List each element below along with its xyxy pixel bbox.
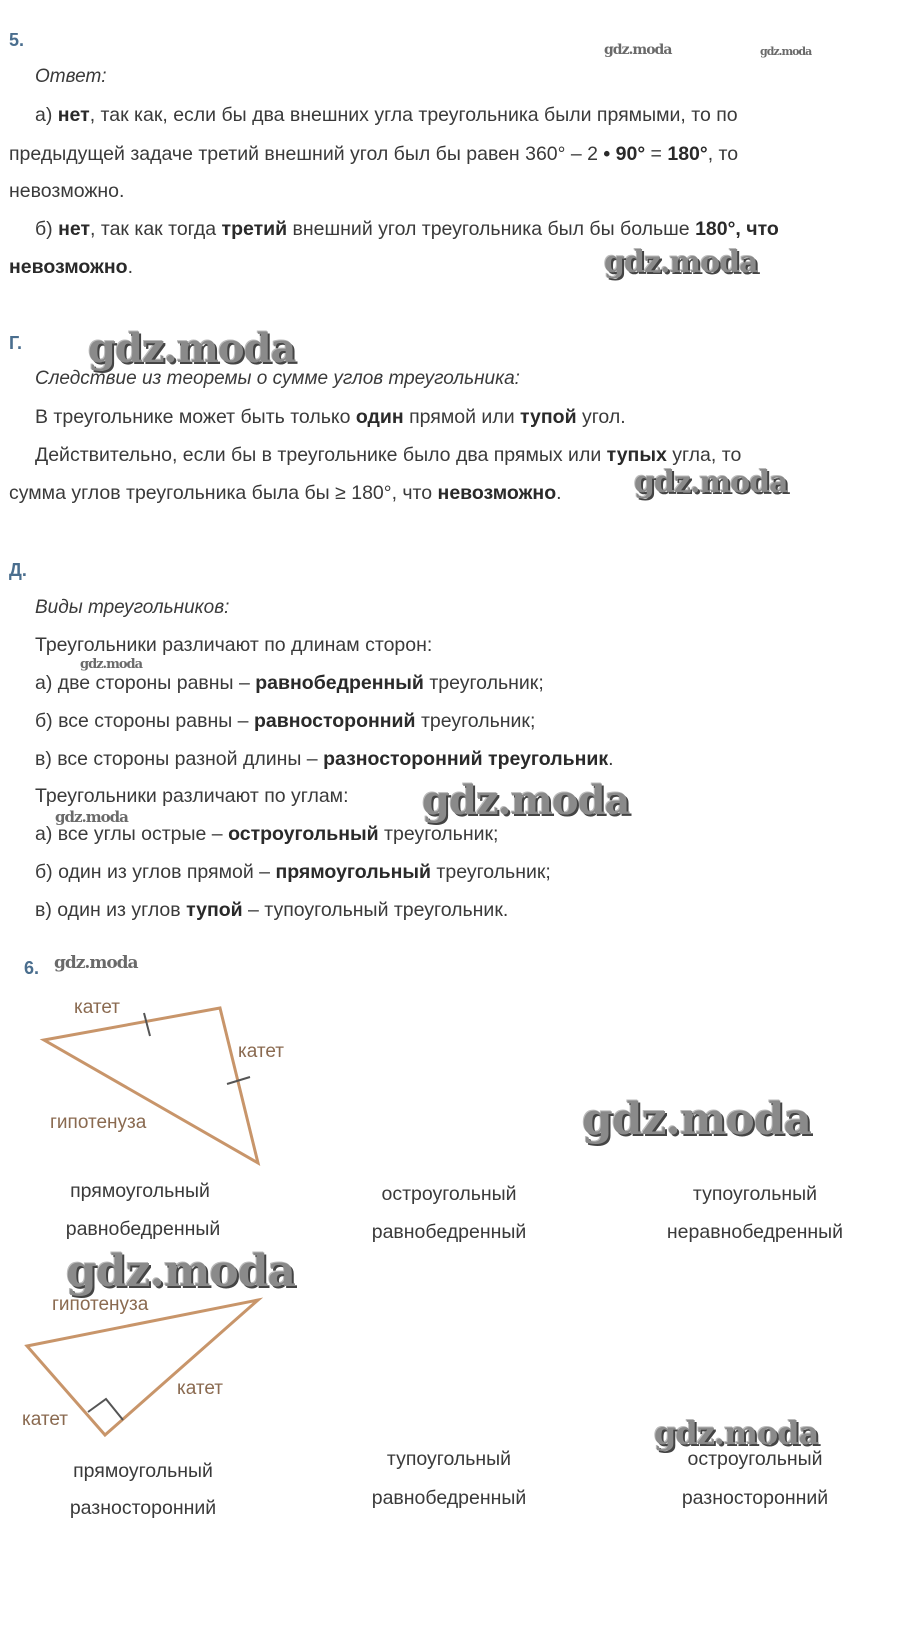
label-leg-1: катет bbox=[74, 997, 121, 1018]
watermark: gdz.moda bbox=[654, 1414, 819, 1452]
label-hypotenuse-1: гипотенуза bbox=[50, 1112, 147, 1133]
watermark: gdz.moda bbox=[582, 1094, 812, 1145]
corollary-title: Следствие из теоремы о сумме углов треугольника: bbox=[35, 368, 520, 389]
answer-label: Ответ: bbox=[35, 66, 107, 87]
caption-5b: равнобедренный bbox=[371, 1487, 527, 1509]
angles-item-a: а) все углы острые – остроугольный треугольник; bbox=[35, 823, 499, 845]
answer-a-line1: а) нет, так как, если бы два внешних угла треугольника были прямыми, то по bbox=[35, 104, 738, 126]
label-leg-2: катет bbox=[238, 1041, 285, 1062]
section-g-label: Г. bbox=[9, 333, 22, 353]
caption-5a: тупоугольный bbox=[386, 1448, 512, 1470]
sides-item-c: в) все стороны разной длины – разносторонний треугольник. bbox=[35, 748, 614, 770]
watermark: gdz.moda bbox=[604, 245, 758, 280]
watermark: gdz.moda bbox=[760, 45, 812, 58]
answer-b-line2: невозможно. bbox=[9, 256, 133, 278]
caption-1b: равнобедренный bbox=[65, 1218, 221, 1240]
caption-2a: остроугольный bbox=[381, 1183, 517, 1205]
label-leg-4: катет bbox=[22, 1409, 69, 1430]
caption-4b: разносторонний bbox=[69, 1497, 217, 1519]
section-d-label: Д. bbox=[9, 560, 27, 580]
task-number-6: 6. bbox=[24, 958, 40, 978]
corollary-line1: В треугольнике может быть только один прямой или тупой угол. bbox=[35, 406, 626, 428]
angles-intro: Треугольники различают по углам: bbox=[35, 785, 349, 807]
caption-3b: неравнобедренный bbox=[666, 1221, 844, 1243]
caption-1a: прямоугольный bbox=[70, 1180, 210, 1202]
corollary-line2: Действительно, если бы в треугольнике было два прямых или тупых угла, то bbox=[35, 444, 742, 466]
watermark: gdz.moda bbox=[422, 777, 630, 824]
right-isosceles-triangle bbox=[44, 1008, 258, 1163]
label-leg-3: катет bbox=[177, 1378, 224, 1399]
answer-a-line3: невозможно. bbox=[9, 180, 125, 202]
answer-a-line2: предыдущей задаче третий внешний угол был бы равен 360° – 2 • 90° = 180°, то bbox=[9, 143, 739, 165]
watermark: gdz.moda bbox=[88, 325, 296, 372]
caption-2b: равнобедренный bbox=[371, 1221, 527, 1243]
sides-intro: Треугольники различают по длинам сторон: bbox=[35, 634, 433, 656]
angles-item-b: б) один из углов прямой – прямоугольный треугольник; bbox=[35, 861, 551, 883]
right-angle-marker bbox=[88, 1399, 123, 1420]
types-title: Виды треугольников: bbox=[35, 597, 230, 618]
watermark: gdz.moda bbox=[66, 1246, 296, 1297]
caption-6a: остроугольный bbox=[687, 1448, 823, 1470]
watermark: gdz.moda bbox=[604, 42, 672, 58]
watermark: gdz.moda bbox=[634, 465, 788, 500]
corollary-line3: сумма углов треугольника была бы ≥ 180°, что невозможно. bbox=[9, 482, 562, 504]
angles-item-c: в) один из углов тупой – тупоугольный треугольник. bbox=[35, 899, 509, 921]
label-hypotenuse-2: гипотенуза bbox=[52, 1294, 149, 1315]
sides-item-a: а) две стороны равны – равнобедренный треугольник; bbox=[35, 672, 544, 694]
caption-6b: разносторонний bbox=[681, 1487, 829, 1509]
leg1-tick bbox=[144, 1013, 150, 1036]
task-number-5: 5. bbox=[9, 30, 25, 50]
sides-item-b: б) все стороны равны – равносторонний треугольник; bbox=[35, 710, 536, 732]
answer-b-line1: б) нет, так как тогда третий внешний угол треугольника был бы больше 180°, что bbox=[35, 218, 779, 240]
watermark: gdz.moda bbox=[55, 808, 128, 826]
caption-4a: прямоугольный bbox=[73, 1460, 213, 1482]
caption-3a: тупоугольный bbox=[692, 1183, 818, 1205]
watermark: gdz.moda bbox=[54, 953, 138, 973]
watermark: gdz.moda bbox=[80, 657, 143, 672]
